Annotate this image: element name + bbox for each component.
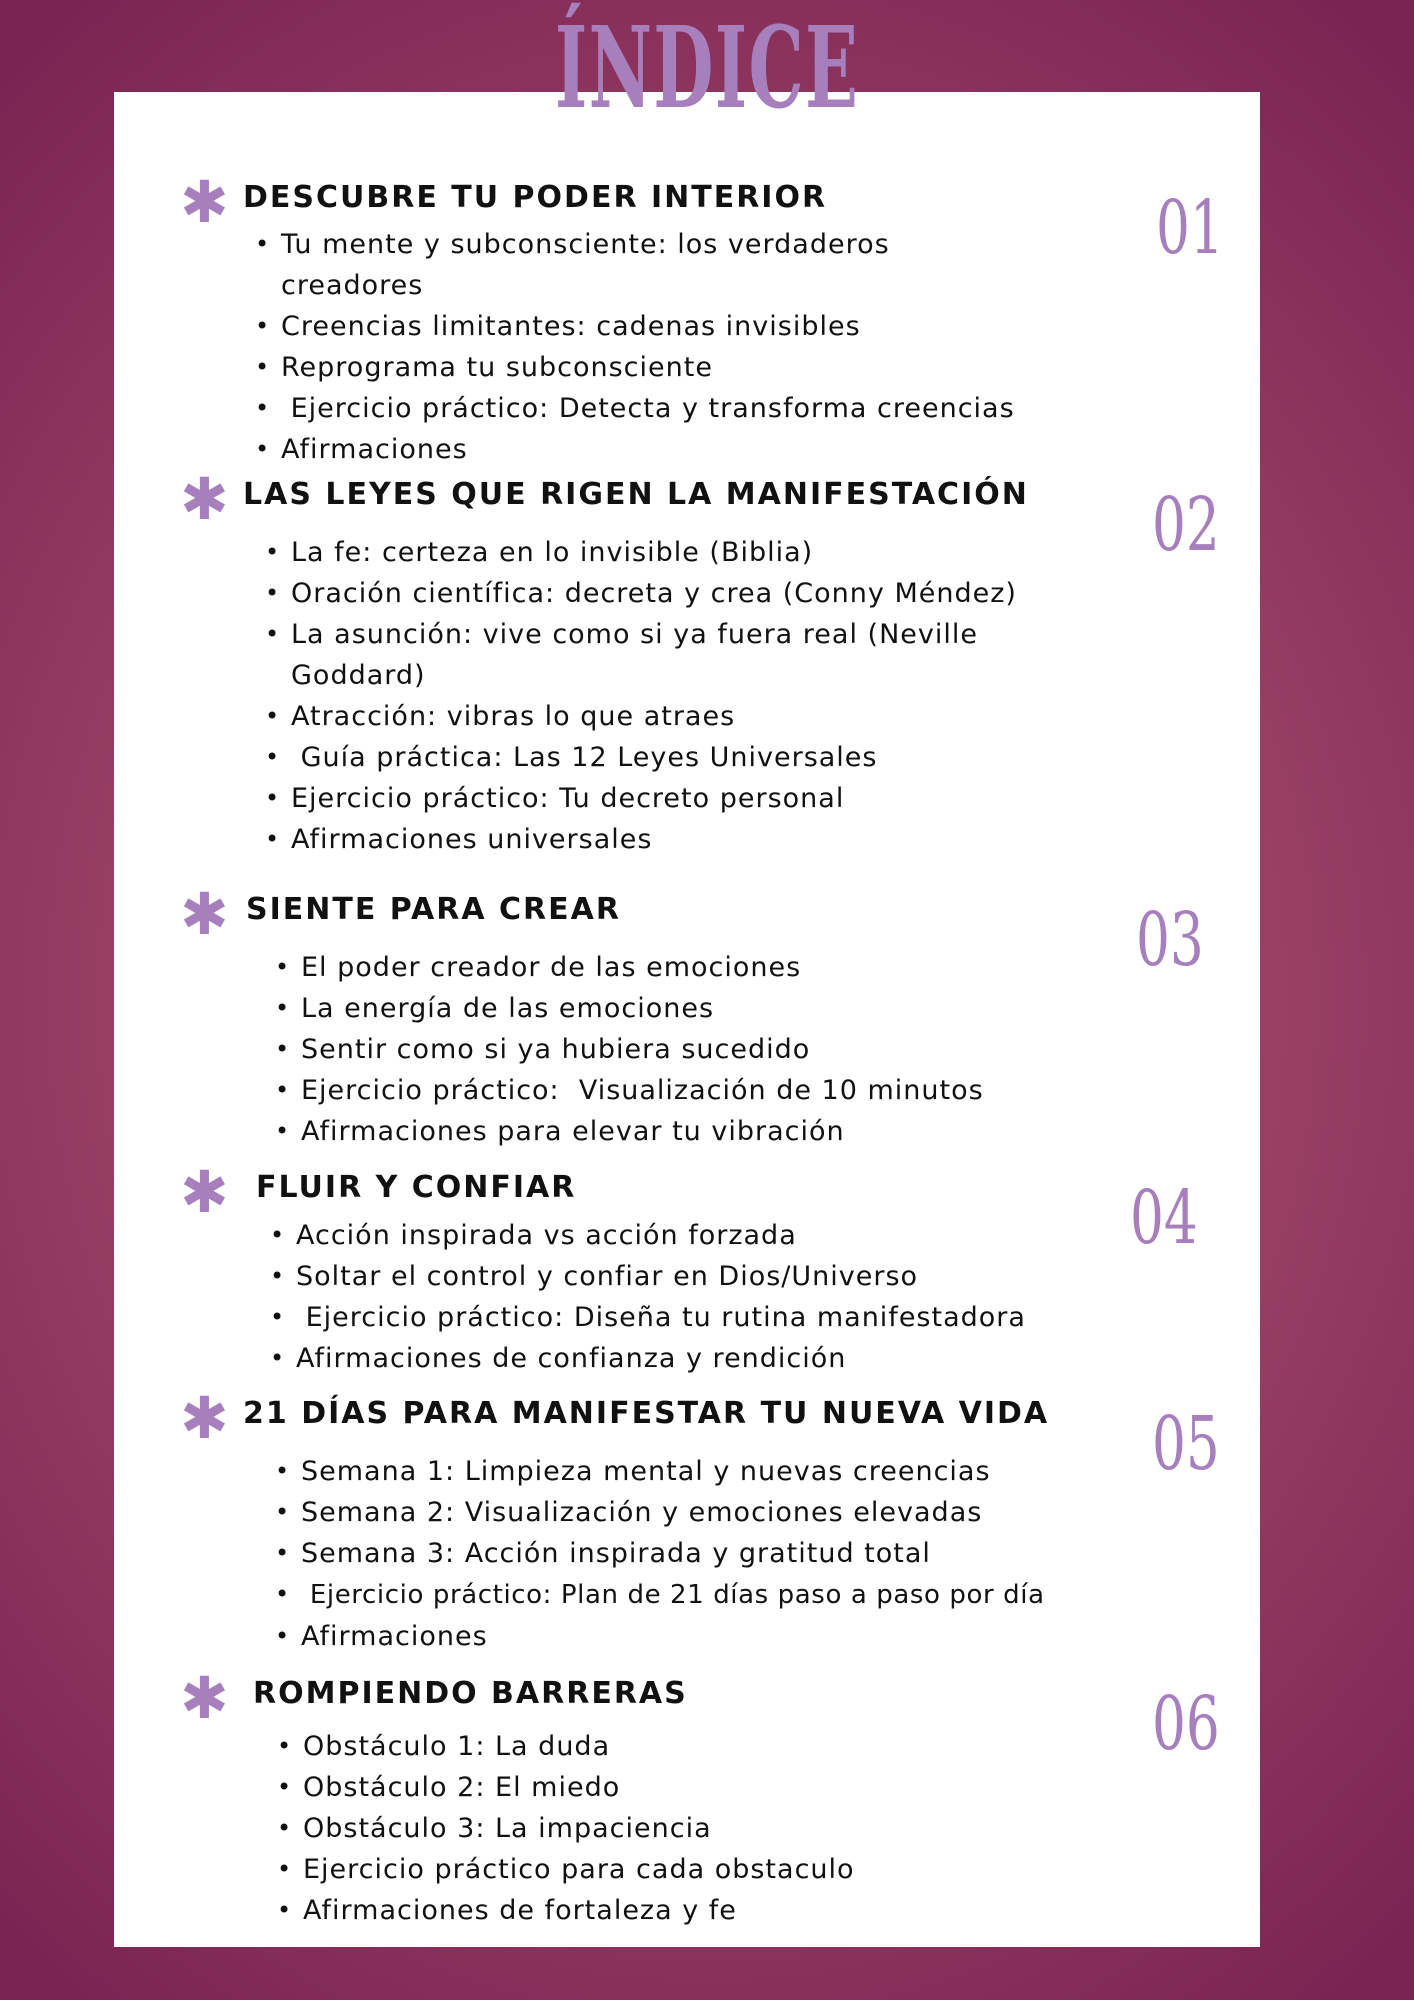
bullet-icon: • — [275, 1539, 291, 1567]
item-text: Afirmaciones para elevar tu vibración — [301, 1116, 845, 1147]
list-item — [277, 1849, 1123, 1890]
asterisk-icon: ✱ — [180, 880, 229, 948]
bullet-icon: • — [275, 1457, 291, 1485]
list-item — [270, 1215, 1116, 1256]
item-text: La energía de las emociones — [301, 993, 715, 1024]
list-item — [255, 224, 1101, 306]
list-item — [275, 988, 1121, 1029]
item-text: Ejercicio práctico: Plan de 21 días paso a paso por día — [301, 1580, 1045, 1610]
bullet-icon: • — [255, 353, 271, 381]
item-text: Soltar el control y confiar en Dios/Universo — [296, 1261, 919, 1292]
bullet-icon: • — [275, 1498, 291, 1526]
item-text: Creencias limitantes: cadenas invisibles — [281, 311, 861, 342]
section-number: 01 — [1156, 185, 1224, 271]
item-text: Obstáculo 3: La impaciencia — [303, 1813, 712, 1844]
list-item — [275, 1492, 1121, 1533]
section-heading: DESCUBRE TU PODER INTERIOR — [243, 180, 828, 215]
section-heading: LAS LEYES QUE RIGEN LA MANIFESTACIÓN — [243, 477, 1029, 512]
list-item — [277, 1890, 1123, 1931]
list-item — [255, 306, 1101, 347]
asterisk-icon: ✱ — [180, 1158, 229, 1226]
bullet-icon: • — [275, 994, 291, 1022]
bullet-icon: • — [275, 953, 291, 981]
item-text: Afirmaciones universales — [291, 824, 653, 855]
page-title: ÍNDICE — [554, 3, 860, 134]
item-text: Afirmaciones — [281, 434, 468, 465]
item-text: Guía práctica: Las 12 Leyes Universales — [291, 742, 878, 773]
section-heading: SIENTE PARA CREAR — [246, 892, 621, 927]
list-item — [277, 1726, 1123, 1767]
bullet-icon: • — [265, 825, 281, 853]
item-text: Ejercicio práctico: Tu decreto personal — [291, 783, 845, 814]
list-item — [277, 1767, 1123, 1808]
section-number: 06 — [1152, 1681, 1220, 1767]
section-number: 04 — [1130, 1175, 1198, 1261]
item-text: Ejercicio práctico: Detecta y transforma creencias — [281, 393, 1015, 424]
list-item — [275, 1574, 1121, 1616]
list-item — [265, 737, 1111, 778]
section-heading: FLUIR Y CONFIAR — [256, 1170, 577, 1205]
section-number: 02 — [1152, 482, 1220, 568]
list-item — [265, 614, 1111, 696]
bullet-icon: • — [270, 1344, 286, 1372]
section-items — [277, 1726, 1123, 1931]
list-item — [270, 1338, 1116, 1379]
bullet-icon: • — [275, 1622, 291, 1650]
bullet-icon: • — [265, 784, 281, 812]
bullet-icon: • — [265, 743, 281, 771]
bullet-icon: • — [277, 1773, 293, 1801]
item-text: La asunción: vive como si ya fuera real (Neville Goddard) — [291, 619, 978, 691]
item-text: Semana 3: Acción inspirada y gratitud total — [301, 1538, 931, 1569]
list-item — [270, 1256, 1116, 1297]
list-item — [265, 696, 1111, 737]
bullet-icon: • — [255, 394, 271, 422]
list-item — [265, 819, 1111, 860]
list-item — [255, 429, 1101, 470]
item-text: Obstáculo 1: La duda — [303, 1731, 611, 1762]
item-text: Ejercicio práctico: Diseña tu rutina manifestadora — [296, 1302, 1026, 1333]
list-item — [265, 778, 1111, 819]
list-item — [275, 1029, 1121, 1070]
item-text: Obstáculo 2: El miedo — [303, 1772, 621, 1803]
item-text: Afirmaciones de confianza y rendición — [296, 1343, 847, 1374]
bullet-icon: • — [275, 1035, 291, 1063]
item-text: Acción inspirada vs acción forzada — [296, 1220, 797, 1251]
list-item — [265, 532, 1111, 573]
bullet-icon: • — [270, 1303, 286, 1331]
section-number: 03 — [1136, 897, 1204, 983]
section-items — [275, 1451, 1121, 1657]
list-item — [275, 1616, 1121, 1657]
bullet-icon: • — [275, 1580, 291, 1608]
list-item — [275, 947, 1121, 988]
bullet-icon: • — [270, 1221, 286, 1249]
item-text: Tu mente y subconsciente: los verdaderos creadores — [281, 229, 890, 301]
asterisk-icon: ✱ — [180, 1664, 229, 1732]
bullet-icon: • — [277, 1896, 293, 1924]
item-text: Sentir como si ya hubiera sucedido — [301, 1034, 811, 1065]
item-text: Ejercicio práctico para cada obstaculo — [303, 1854, 855, 1885]
asterisk-icon: ✱ — [180, 465, 229, 533]
item-text: Afirmaciones de fortaleza y fe — [303, 1895, 737, 1926]
bullet-icon: • — [270, 1262, 286, 1290]
section-heading: ROMPIENDO BARRERAS — [253, 1676, 688, 1711]
list-item — [275, 1451, 1121, 1492]
item-text: Oración científica: decreta y crea (Conny Méndez) — [291, 578, 1017, 609]
list-item — [255, 347, 1101, 388]
bullet-icon: • — [265, 579, 281, 607]
item-text: Semana 1: Limpieza mental y nuevas creencias — [301, 1456, 991, 1487]
bullet-icon: • — [255, 435, 271, 463]
list-item — [275, 1111, 1121, 1152]
bullet-icon: • — [277, 1732, 293, 1760]
asterisk-icon: ✱ — [180, 1384, 229, 1452]
bullet-icon: • — [275, 1076, 291, 1104]
section-items — [265, 532, 1111, 860]
bullet-icon: • — [265, 702, 281, 730]
bullet-icon: • — [265, 538, 281, 566]
list-item — [275, 1533, 1121, 1574]
section-items — [255, 224, 1101, 470]
item-text: Atracción: vibras lo que atraes — [291, 701, 736, 732]
section-heading: 21 DÍAS PARA MANIFESTAR TU NUEVA VIDA — [243, 1396, 1050, 1431]
bullet-icon: • — [255, 312, 271, 340]
item-text: Semana 2: Visualización y emociones elevadas — [301, 1497, 983, 1528]
bullet-icon: • — [275, 1117, 291, 1145]
list-item — [265, 573, 1111, 614]
section-items — [275, 947, 1121, 1152]
bullet-icon: • — [277, 1855, 293, 1883]
bullet-icon: • — [277, 1814, 293, 1842]
section-number: 05 — [1152, 1401, 1220, 1487]
list-item — [275, 1070, 1121, 1111]
list-item — [270, 1297, 1116, 1338]
bullet-icon: • — [255, 230, 271, 258]
asterisk-icon: ✱ — [180, 168, 229, 236]
bullet-icon: • — [265, 620, 281, 648]
list-item — [255, 388, 1101, 429]
item-text: Reprograma tu subconsciente — [281, 352, 713, 383]
item-text: El poder creador de las emociones — [301, 952, 802, 983]
item-text: Ejercicio práctico: Visualización de 10 minutos — [301, 1075, 984, 1106]
item-text: La fe: certeza en lo invisible (Biblia) — [291, 537, 814, 568]
item-text: Afirmaciones — [301, 1621, 488, 1652]
section-items — [270, 1215, 1116, 1379]
list-item — [277, 1808, 1123, 1849]
